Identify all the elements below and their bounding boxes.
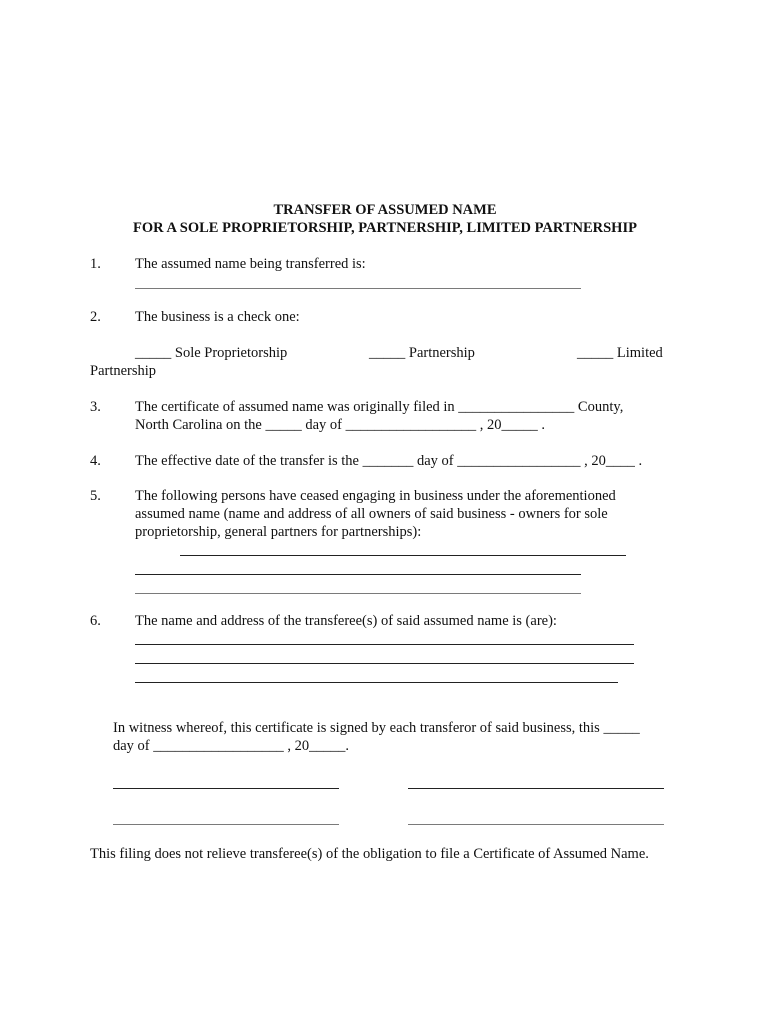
document-title: TRANSFER OF ASSUMED NAME (273, 202, 497, 218)
item-4-number: 4. (90, 453, 101, 469)
signature-line-3[interactable] (113, 824, 339, 825)
signature-line-2[interactable] (408, 788, 664, 789)
item-6-text: The name and address of the transferee(s) of said assumed name is (are): (135, 613, 557, 629)
option-limited-partnership-continued: Partnership (90, 363, 157, 379)
item-5-text-line1: The following persons have ceased engaging in business under the aforementioned (135, 488, 616, 504)
option-partnership[interactable]: _____ Partnership (369, 345, 475, 361)
item-6-blank-line-1[interactable] (135, 644, 634, 645)
footer-note: This filing does not relieve transferee(s) of the obligation to file a Certificate of Assumed Name. (90, 846, 649, 862)
item-5-blank-line-1[interactable] (180, 555, 626, 556)
item-1-blank-line[interactable] (135, 288, 581, 289)
item-6-blank-line-3[interactable] (135, 682, 618, 683)
signature-line-4[interactable] (408, 824, 664, 825)
item-3-text-line2: North Carolina on the _____ day of __________________ , 20_____ . (135, 417, 545, 433)
item-1-text: The assumed name being transferred is: (135, 256, 366, 272)
item-2-text: The business is a check one: (135, 309, 300, 325)
item-1-number: 1. (90, 256, 101, 272)
item-5-blank-line-3[interactable] (135, 593, 581, 594)
item-2-number: 2. (90, 309, 101, 325)
item-5-number: 5. (90, 488, 101, 504)
option-sole-proprietorship[interactable]: _____ Sole Proprietorship (135, 345, 288, 361)
item-4-text: The effective date of the transfer is the _______ day of _________________ , 20____ . (135, 453, 643, 469)
document-subtitle: FOR A SOLE PROPRIETORSHIP, PARTNERSHIP, LIMITED PARTNERSHIP (133, 220, 637, 236)
witness-text-line1: In witness whereof, this certificate is signed by each transferor of said business, this _____ (113, 720, 640, 736)
item-5-text-line3: proprietorship, general partners for partnerships): (135, 524, 422, 540)
item-5-blank-line-2[interactable] (135, 574, 581, 575)
item-6-number: 6. (90, 613, 101, 629)
item-5-text-line2: assumed name (name and address of all owners of said business - owners for sole (135, 506, 608, 522)
item-6-blank-line-2[interactable] (135, 663, 634, 664)
signature-line-1[interactable] (113, 788, 339, 789)
item-3-text-line1: The certificate of assumed name was originally filed in ________________ County, (135, 399, 624, 415)
option-limited-partnership[interactable]: _____ Limited (577, 345, 663, 361)
item-3-number: 3. (90, 399, 101, 415)
witness-text-line2: day of __________________ , 20_____. (113, 738, 350, 754)
